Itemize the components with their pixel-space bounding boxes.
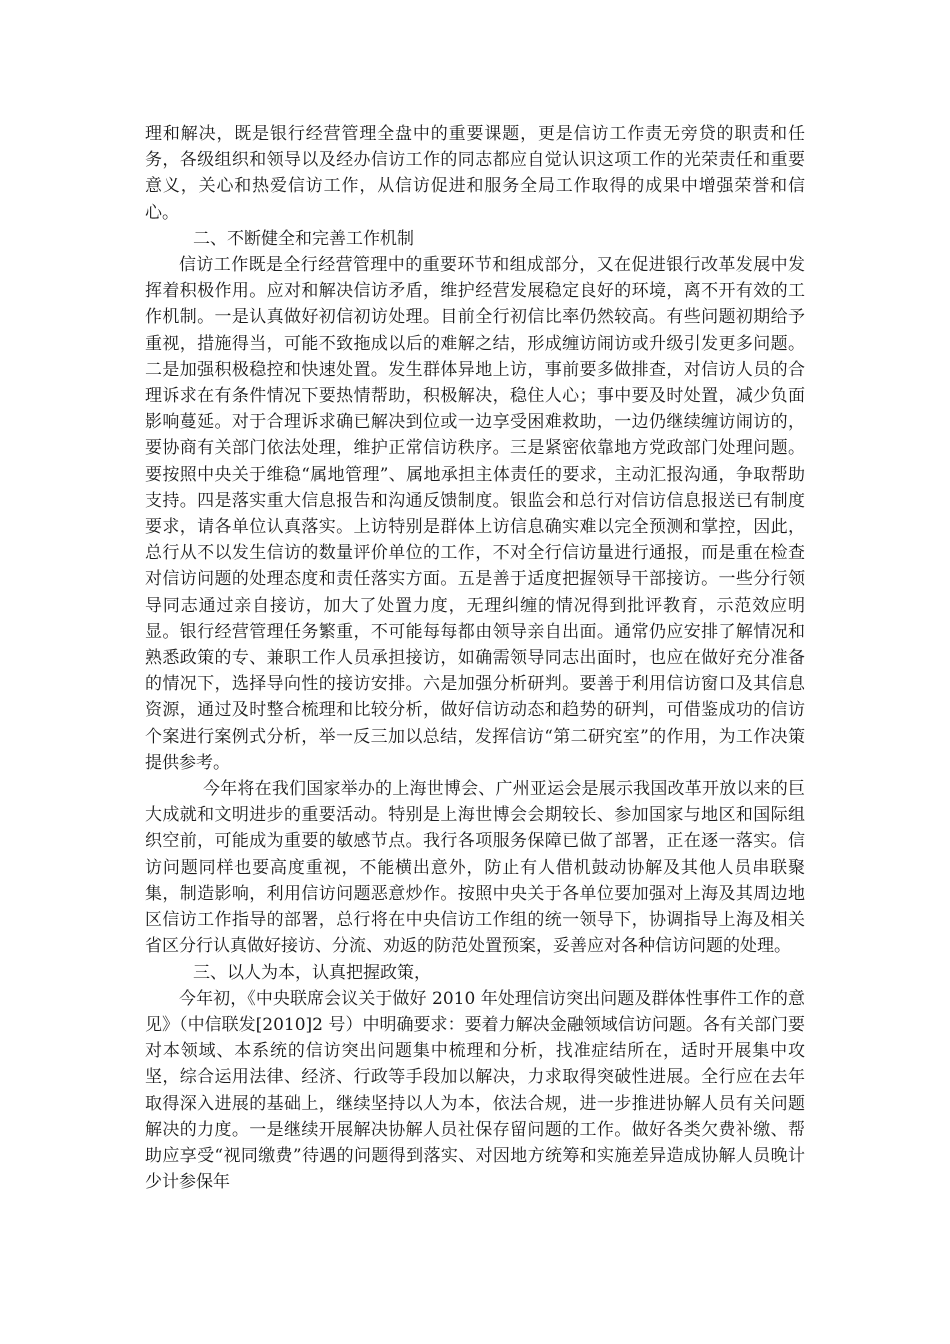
section-heading-3: 三、以人为本，认真把握政策， (193, 962, 431, 983)
section-heading-2: 二、不断健全和完善工作机制 (193, 228, 414, 249)
paragraph-mechanism: 信访工作既是全行经营管理中的重要环节和组成部分，又在促进银行改革发展中发挥着积极作用。应对和解决信访矛盾，维护经营发展稳定良好的环境，离不开有效的工作机制。一是认真做好初信初访处理。目前全行初信比率仍然较高。有些问题初期给予重视，措施得当，可能不致拖成以后的难解之结，形成缠访闹访或升级引发更多问题。二是加强积极稳控和快速处置。发生群体异地上访，事前要多做排查，对信访人员的合理诉求在有条件情况下要热情帮助，积极解决，稳住人心；事中要及时处置，减少负面影响蔓延。对于合理诉求确已解决到位或一边享受困难救助，一边仍继续缠访闹访的，要协商有关部门依法处理，维护正常信访秩序。三是紧密依靠地方党政部门处理问题。要按照中央关于维稳“属地管理”、属地承担主体责任的要求，主动汇报沟通，争取帮助支持。四是落实重大信息报告和沟通反馈制度。银监会和总行对信访信息报送已有制度要求，请各单位认真落实。上访特别是群体上访信息确实难以完全预测和掌控，因此，总行从不以发生信访的数量评价单位的工作，不对全行信访量进行通报，而是重在检查对信访问题的处理态度和责任落实方面。五是善于适度把握领导干部接访。一些分行领导同志通过亲自接访，加大了处置力度，无理纠缠的情况得到批评教育，示范效应明显。银行经营管理任务繁重，不可能每每都由领导亲自出面。通常仍应安排了解情况和熟悉政策的专、兼职工作人员承担接访，如确需领导同志出面时，也应在做好充分准备的情况下，选择导向性的接访安排。六是加强分析研判。要善于利用信访窗口及其信息资源，通过及时整合梳理和比较分析，做好信访动态和趋势的研判，可借鉴成功的信访个案进行案例式分析，举一反三加以总结，发挥信访“第二研究室”的作用，为工作决策提供参考。 (145, 255, 805, 773)
paragraph-intro: 理和解决，既是银行经营管理全盘中的重要课题，更是信访工作责无旁贷的职责和任务，各级组织和领导以及经办信访工作的同志都应自觉认识这项工作的光荣责任和重要意义，关心和热爱信访工作，从信访促进和服务全局工作取得的成果中增强荣誉和信心。 (145, 124, 805, 223)
paragraph-expo: 今年将在我们国家举办的上海世博会、广州亚运会是展示我国改革开放以来的巨大成就和文明进步的重要活动。特别是上海世博会会期较长、参加国家与地区和国际组织空前，可能成为重要的敏感节点。我行各项服务保障已做了部署，正在逐一落实。信访问题同样也要高度重视，不能横出意外，防止有人借机鼓动协解及其他人员串联聚集，制造影响，利用信访问题恶意炒作。按照中央关于各单位要加强对上海及其周边地区信访工作指导的部署，总行将在中央信访工作组的统一领导下，协调指导上海及相关省区分行认真做好接访、分流、劝返的防范处置预案，妥善应对各种信访问题的处理。 (145, 779, 805, 957)
paragraph-policy: 今年初，《中央联席会议关于做好 2010 年处理信访突出问题及群体性事件工作的意见》（中信联发[2010]2 号）中明确要求：要着力解决金融领域信访问题。各有关部门要对本领域、本系统的信访突出问题集中梳理和分析，找准症结所在，适时开展集中攻坚，综合运用法律、经济、行政等手段加以解决，力求取得突破性进展。全行应在去年取得深入进展的基础上，继续坚持以人为本，依法合规，进一步推进协解人员有关问题解决的力度。一是继续开展解决协解人员社保存留问题的工作。做好各类欠费补缴、帮助应享受“视同缴费”待遇的问题得到落实、对因地方统筹和实施差异造成协解人员晚计少计参保年 (145, 988, 805, 1193)
document-page (145, 121, 805, 1195)
